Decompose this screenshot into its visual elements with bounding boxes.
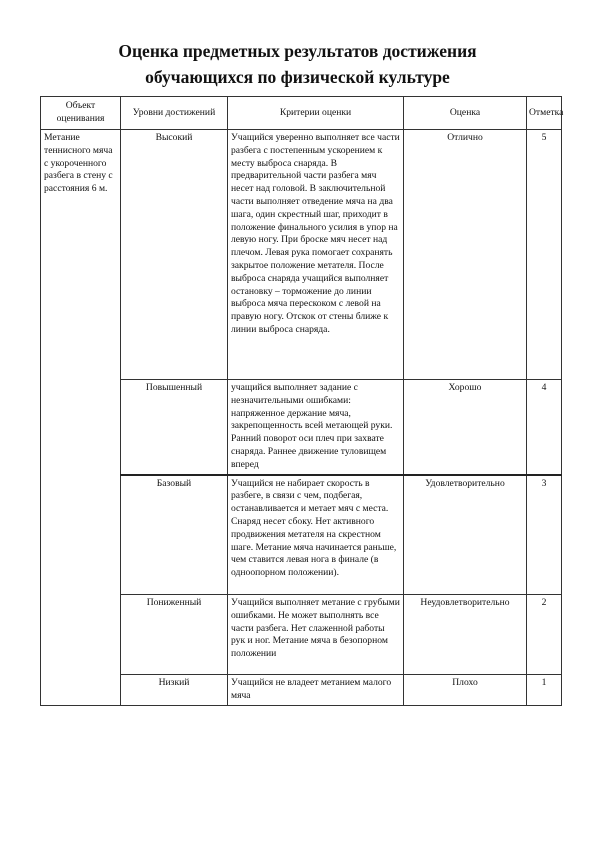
header-object: Объект оценивания <box>41 97 121 130</box>
level-cell: Повышенный <box>121 380 228 475</box>
level-cell: Базовый <box>121 475 228 595</box>
level-cell: Пониженный <box>121 595 228 675</box>
mark-cell: Плохо <box>404 675 527 706</box>
header-mark: Оценка <box>404 97 527 130</box>
header-grade: Отметка <box>527 97 562 130</box>
assessment-table <box>40 96 562 706</box>
table-row <box>41 130 562 380</box>
mark-cell: Удовлетворительно <box>404 475 527 595</box>
page-title <box>40 38 555 90</box>
assessment-object: Метание теннисного мяча с укороченного разбега в стену с расстояния 6 м. <box>41 130 121 706</box>
header-criteria: Критерии оценки <box>228 97 404 130</box>
criteria-cell: Учащийся не набирает скорость в разбеге, в связи с чем, подбегая, останавливается и метает мяч с места. Снаряд несет сбоку. Нет активного продвижения метателя на скрестном шаге. Метание мяча начинается раньше, чем ставится левая нога в финале (в одноопорном положении). <box>228 475 404 595</box>
title-line-1: Оценка предметных результатов достижения <box>118 41 477 61</box>
level-cell: Низкий <box>121 675 228 706</box>
criteria-cell: Учащийся уверенно выполняет все части разбега с постепенным ускорением к месту выброса снаряда. В предварительной части разбега мяч несет над головой. В заключительной части выполняет отведение мяча на два шага, один скрестный шаг, приходит в положение финального усилия в упор на левую ногу. При броске мяч несет над плечом. Левая рука помогает сохранять закрытое положение метателя. После выброса снаряда учащийся выполняет остановку – торможение до линии выброса мяча перескоком с левой на правую ногу. Отскок от стены ближе к линии выброса снаряда. <box>228 130 404 380</box>
criteria-cell: учащийся выполняет задание с незначительными ошибками: напряженное держание мяча, закрепощенность всей метающей руки. Ранний поворот оси плеч при захвате снаряда. Раннее движение туловищем вперед <box>228 380 404 475</box>
mark-cell: Отлично <box>404 130 527 380</box>
grade-cell: 1 <box>527 675 562 706</box>
title-line-2: обучающихся по физической культуре <box>145 67 450 87</box>
mark-cell: Неудовлетворительно <box>404 595 527 675</box>
level-cell: Высокий <box>121 130 228 380</box>
criteria-cell: Учащийся не владеет метанием малого мяча <box>228 675 404 706</box>
header-level: Уровни достижений <box>121 97 228 130</box>
grade-cell: 5 <box>527 130 562 380</box>
table-header-row <box>41 97 562 130</box>
criteria-cell: Учащийся выполняет метание с грубыми ошибками. Не может выполнять все части разбега. Нет слаженной работы рук и ног. Метание мяча в безопорном положении <box>228 595 404 675</box>
grade-cell: 3 <box>527 475 562 595</box>
grade-cell: 2 <box>527 595 562 675</box>
mark-cell: Хорошо <box>404 380 527 475</box>
grade-cell: 4 <box>527 380 562 475</box>
